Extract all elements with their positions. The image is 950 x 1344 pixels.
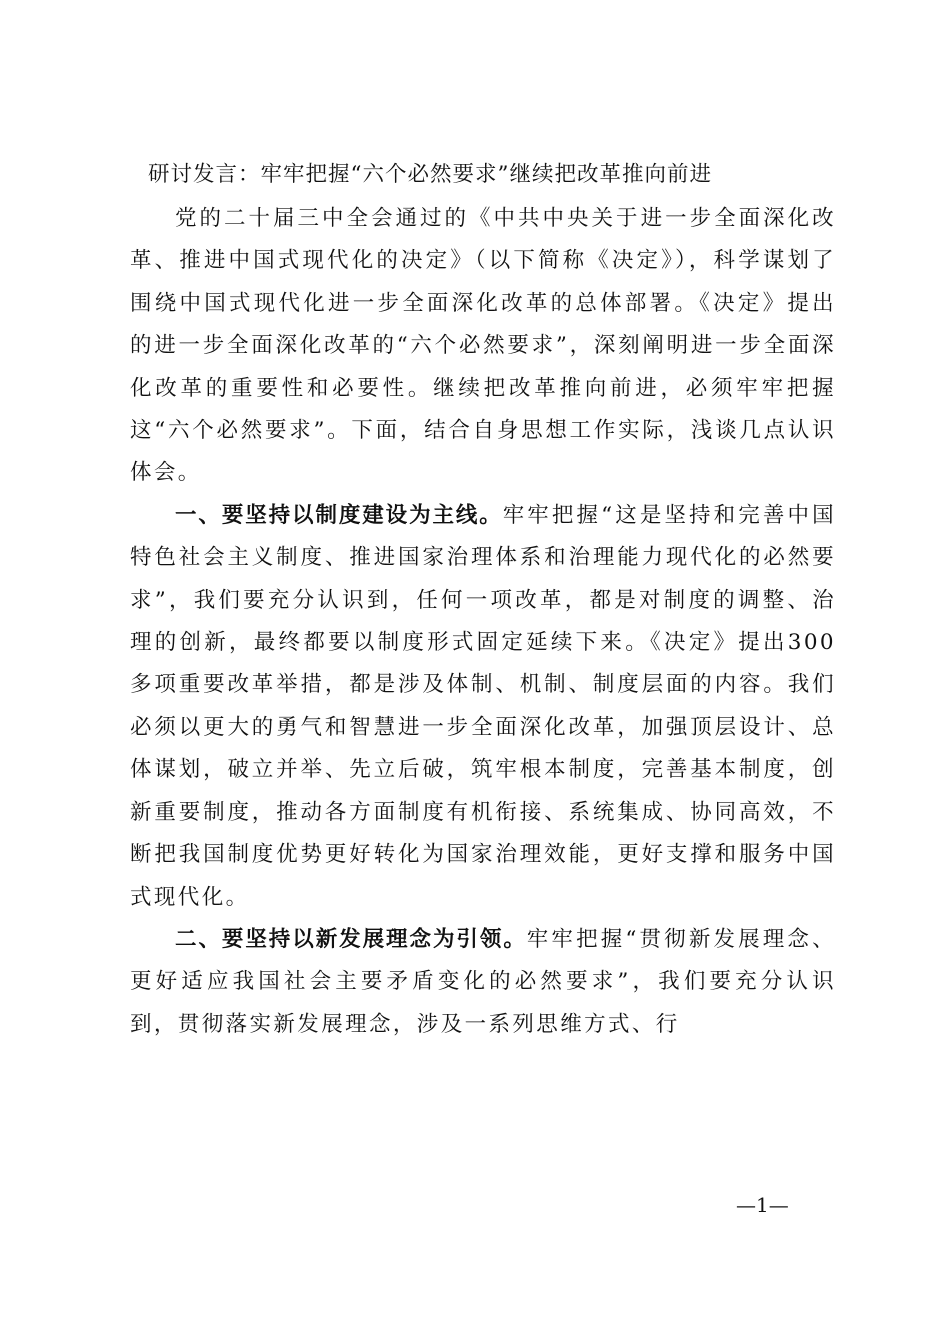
page-number: —1— — [736, 1193, 789, 1217]
section-paragraph — [130, 495, 836, 919]
section-body: 牢牢把握“贯彻新发展理念、更好适应我国社会主要矛盾变化的必然要求”，我们要充分认识到，贯彻落实新发展理念，涉及一系列思维方式、行 — [130, 926, 836, 1037]
document-title: 研讨发言：牢牢把握“六个必然要求”继续把改革推向前进 — [148, 162, 712, 187]
section-heading: 一、要坚持以制度建设为主线。 — [175, 502, 503, 528]
document-body — [130, 154, 836, 1046]
intro-paragraph: 党的二十届三中全会通过的《中共中央关于进一步全面深化改革、推进中国式现代化的决定》（以下简称《决定》），科学谋划了围绕中国式现代化进一步全面深化改革的总体部署。《决定》提出的进一步全面深化改革的“六个必然要求”，深刻阐明进一步全面深化改革的重要性和必要性。继续把改革推向前进，必须牢牢把握这“六个必然要求”。下面，结合自身思想工作实际，浅谈几点认识体会。 — [130, 206, 836, 486]
section-body: 牢牢把握“这是坚持和完善中国特色社会主义制度、推进国家治理体系和治理能力现代化的必然要求”，我们要充分认识到，任何一项改革，都是对制度的调整、治理的创新，最终都要以制度形式固定延续下来。《决定》提出300多项重要改革举措，都是涉及体制、机制、制度层面的内容。我们必须以更大的勇气和智慧进一步全面深化改革，加强顶层设计、总体谋划，破立并举、先立后破，筑牢根本制度，完善基本制度，创新重要制度，推动各方面制度有机衔接、系统集成、协同高效，不断把我国制度优势更好转化为国家治理效能，更好支撑和服务中国式现代化。 — [130, 502, 836, 910]
section-paragraph — [130, 919, 836, 1046]
section-heading: 二、要坚持以新发展理念为引领。 — [175, 926, 527, 952]
